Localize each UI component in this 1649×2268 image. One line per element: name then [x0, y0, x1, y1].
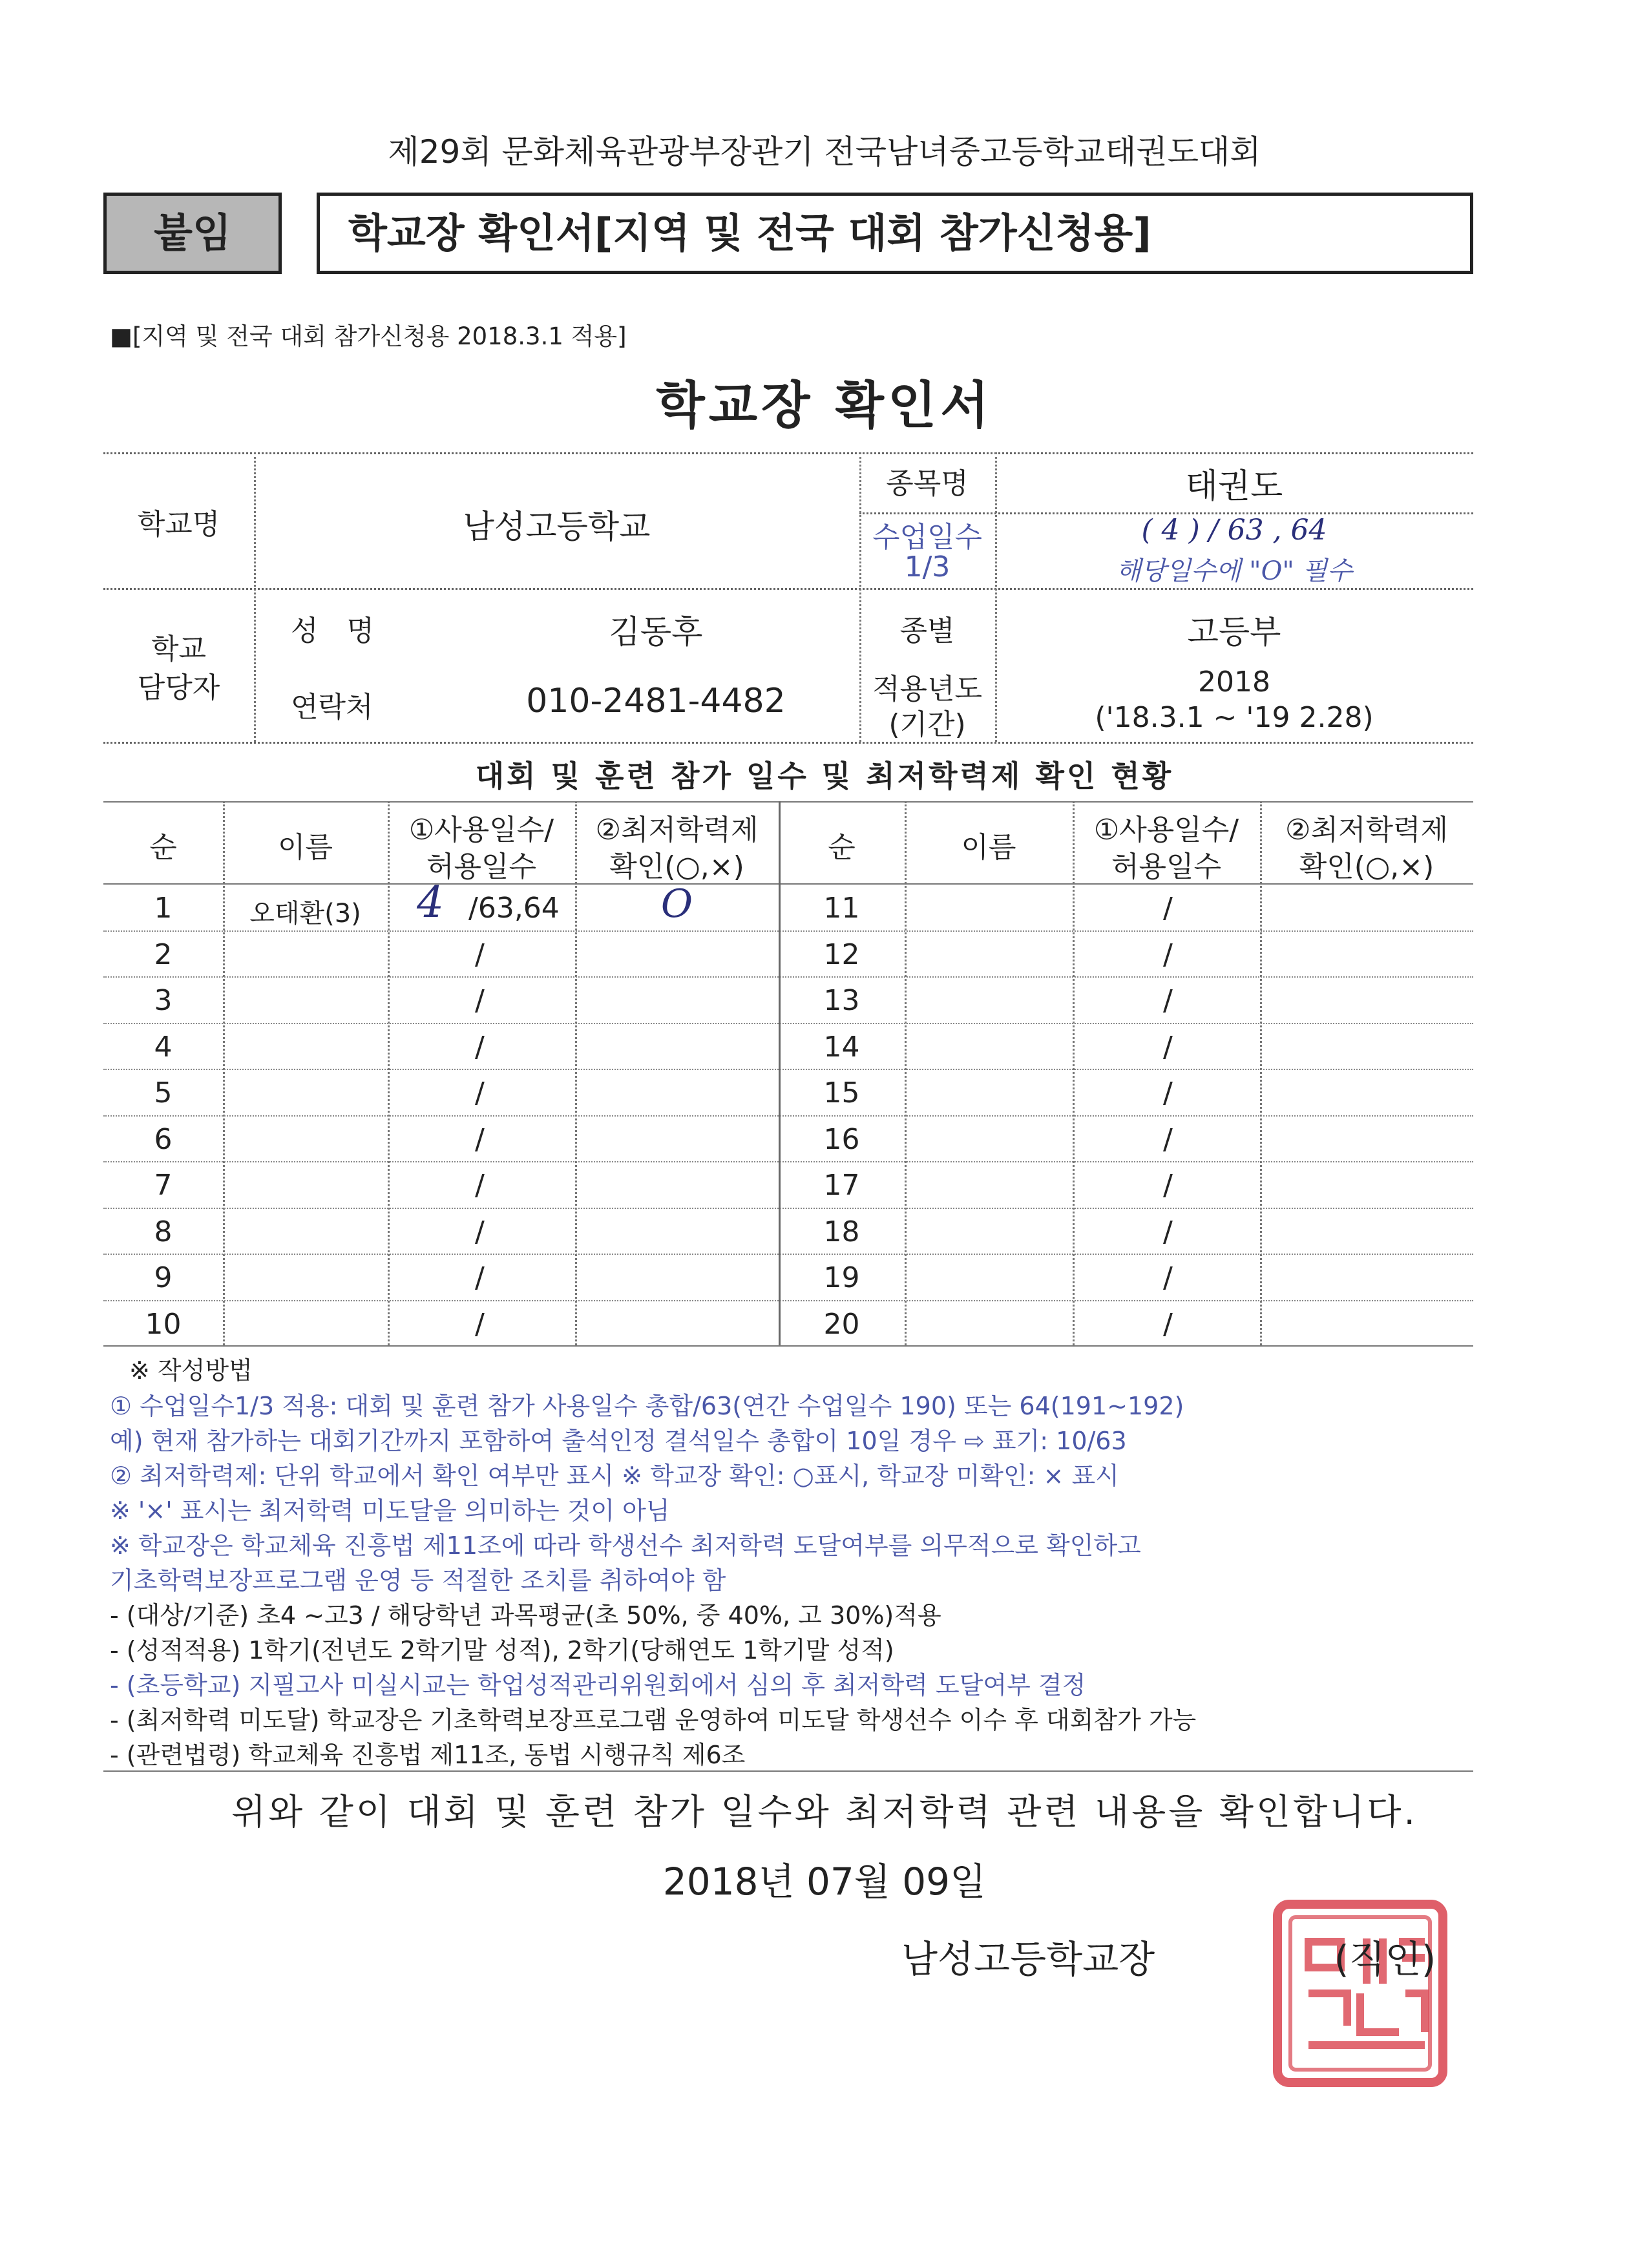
info-table-mid-line	[103, 588, 1473, 590]
method-line: 기초학력보장프로그램 운영 등 적절한 조치를 취하여야 함	[110, 1566, 726, 1595]
row-days-total-right: /	[1163, 938, 1173, 971]
col-days-right-1: ①사용일수/	[1093, 814, 1239, 846]
method-heading: ※ 작성방법	[129, 1356, 253, 1385]
row-separator	[103, 930, 1473, 932]
row-separator	[103, 1161, 1473, 1162]
person-label-1: 학교	[151, 633, 206, 666]
status-bottom-line	[103, 1345, 1473, 1347]
col-days-left-1: ①사용일수/	[408, 814, 554, 846]
col-no-right: 순	[828, 831, 856, 864]
status-top-line	[103, 801, 1473, 803]
row-days-total-left: /63,64	[468, 892, 560, 925]
method-line: ※ 학교장은 학교체육 진흥법 제11조에 따라 학생선수 최저학력 도달여부를 의무적으로 확인하고	[110, 1531, 1141, 1560]
row-separator	[103, 976, 1473, 978]
school-value: 남성고등학교	[463, 508, 651, 545]
info-vline-1	[254, 452, 256, 742]
col-check-left-2: 확인(○,×)	[609, 850, 744, 883]
class-days-note: 해당일수에 "O" 필수	[1116, 556, 1352, 586]
method-line: ※ '×' 표시는 최저학력 미도달을 의미하는 것이 아님	[110, 1496, 670, 1525]
category-label: 종별	[899, 614, 955, 647]
row-no-left: 2	[154, 938, 173, 971]
method-line: ① 수업일수1/3 적용: 대회 및 훈련 참가 사용일수 총합/63(연간 수업일수 190) 또는 64(191~192)	[110, 1392, 1184, 1420]
row-no-right: 15	[823, 1076, 860, 1109]
year-value: 2018	[1198, 666, 1270, 698]
row-separator	[103, 1254, 1473, 1255]
official-seal-icon	[1270, 1896, 1451, 2090]
status-vline-r1	[905, 801, 907, 1345]
form-title: 학교장 확인서[지역 및 전국 대회 참가신청용]	[348, 209, 1151, 257]
person-label-2: 담당자	[137, 671, 220, 704]
row-days-total-left: /	[475, 1122, 485, 1156]
col-days-right-2: 허용일수	[1111, 850, 1221, 883]
row-no-left: 10	[145, 1307, 182, 1341]
sport-value: 태권도	[1185, 467, 1283, 506]
contact-label: 연락처	[291, 691, 373, 724]
row-days-total-left: /	[475, 1215, 485, 1248]
principal-name: 남성고등학교장	[901, 1937, 1155, 1981]
class-days-fraction: 1/3	[904, 551, 951, 583]
col-no-left: 순	[149, 831, 177, 864]
row-days-total-left: /	[475, 1169, 485, 1202]
col-days-left-2: 허용일수	[426, 850, 536, 883]
row-no-left: 1	[154, 892, 173, 925]
row-no-left: 8	[154, 1215, 173, 1248]
row-separator	[103, 1023, 1473, 1024]
method-line: - (초등학교) 지필고사 미실시교는 학업성적관리위원회에서 심의 후 최저학력 도달여부 결정	[110, 1671, 1086, 1699]
method-line: - (관련법령) 학교체육 진흥법 제11조, 동법 시행규칙 제6조	[110, 1741, 746, 1769]
school-label: 학교명	[137, 508, 220, 541]
method-bottom-line	[103, 1770, 1473, 1772]
row-check-left: O	[660, 881, 693, 927]
col-name-right: 이름	[961, 831, 1016, 864]
seal-label: (직인)	[1334, 1937, 1436, 1981]
row-no-left: 3	[154, 984, 173, 1017]
name-value: 김동후	[609, 613, 703, 651]
method-line: 예) 현재 참가하는 대회기간까지 포함하여 출석인정 결석일수 총합이 10일 경우 ⇨ 표기: 10/63	[110, 1427, 1127, 1455]
row-no-left: 7	[154, 1169, 173, 1202]
row-days-used-left: 4	[417, 877, 444, 927]
row-separator	[103, 1115, 1473, 1117]
method-line: - (최저학력 미도달) 학교장은 기초학력보장프로그램 운영하여 미도달 학생선수 이수 후 대회참가 가능	[110, 1706, 1197, 1734]
class-days-label: 수업일수	[872, 521, 982, 554]
row-no-right: 19	[823, 1261, 860, 1294]
row-no-right: 13	[823, 984, 860, 1017]
class-days-value: ( 4 ) / 63 , 64	[1141, 514, 1327, 547]
row-days-total-left: /	[475, 1030, 485, 1064]
row-no-right: 14	[823, 1030, 860, 1064]
year-period-label: (기간)	[888, 708, 966, 741]
issue-date: 2018년 07월 09일	[662, 1860, 987, 1904]
col-name-left: 이름	[277, 831, 333, 864]
row-days-total-right: /	[1163, 1215, 1173, 1248]
method-line: - (성적적용) 1학기(전년도 2학기말 성적), 2학기(당해연도 1학기말 성적)	[110, 1636, 894, 1664]
document-title: 학교장 확인서	[656, 377, 993, 435]
row-no-left: 9	[154, 1261, 173, 1294]
row-days-total-right: /	[1163, 1307, 1173, 1341]
row-separator	[103, 1208, 1473, 1209]
row-no-right: 12	[823, 938, 860, 971]
year-label: 적용년도	[872, 673, 982, 706]
row-days-total-left: /	[475, 1261, 485, 1294]
row-days-total-right: /	[1163, 1076, 1173, 1109]
row-separator	[103, 1300, 1473, 1301]
method-line: ② 최저학력제: 단위 학교에서 확인 여부만 표시 ※ 학교장 확인: ○표시, 학교장 미확인: × 표시	[110, 1462, 1119, 1490]
status-heading: 대회 및 훈련 참가 일수 및 최저학력제 확인 현황	[475, 759, 1174, 793]
row-days-total-right: /	[1163, 984, 1173, 1017]
row-no-right: 11	[823, 892, 860, 925]
year-period-value: ('18.3.1 ~ '19 2.28)	[1095, 701, 1374, 734]
row-no-right: 20	[823, 1307, 860, 1341]
row-days-total-right: /	[1163, 1169, 1173, 1202]
status-vline-l1	[223, 801, 225, 1345]
row-separator	[103, 1069, 1473, 1070]
row-no-left: 6	[154, 1122, 173, 1156]
row-days-total-left: /	[475, 984, 485, 1017]
sport-label: 종목명	[886, 467, 969, 500]
col-check-right-1: ②최저학력제	[1285, 814, 1448, 846]
info-table-top-line	[103, 452, 1473, 454]
row-days-total-right: /	[1163, 1030, 1173, 1064]
row-days-total-right: /	[1163, 1261, 1173, 1294]
name-label: 성 명	[291, 614, 374, 647]
col-check-left-1: ②최저학력제	[595, 814, 759, 846]
info-table-bottom-line	[103, 742, 1473, 744]
row-days-total-left: /	[475, 938, 485, 971]
row-no-right: 16	[823, 1122, 860, 1156]
row-no-right: 17	[823, 1169, 860, 1202]
contact-value: 010-2481-4482	[526, 682, 786, 720]
event-title: 제29회 문화체육관광부장관기 전국남녀중고등학교태권도대회	[388, 133, 1261, 171]
row-no-left: 4	[154, 1030, 173, 1064]
col-check-right-2: 확인(○,×)	[1299, 850, 1434, 883]
applicable-note: ■[지역 및 전국 대회 참가신청용 2018.3.1 적용]	[110, 322, 627, 350]
row-days-total-left: /	[475, 1076, 485, 1109]
attachment-tag-label: 붙임	[154, 209, 231, 257]
category-value: 고등부	[1187, 613, 1281, 651]
row-no-right: 18	[823, 1215, 860, 1248]
row-name-left: 오태환(3)	[249, 899, 361, 929]
row-no-left: 5	[154, 1076, 173, 1109]
row-days-total-left: /	[475, 1307, 485, 1341]
row-days-total-right: /	[1163, 892, 1173, 925]
form-title-box	[317, 193, 1473, 274]
row-days-total-right: /	[1163, 1122, 1173, 1156]
attachment-tag	[103, 193, 282, 274]
method-line: - (대상/기준) 초4 ~고3 / 해당학년 과목평균(초 50%, 중 40%, 고 30%)적용	[110, 1601, 941, 1630]
confirmation-text: 위와 같이 대회 및 훈련 참가 일수와 최저학력 관련 내용을 확인합니다.	[231, 1791, 1418, 1832]
